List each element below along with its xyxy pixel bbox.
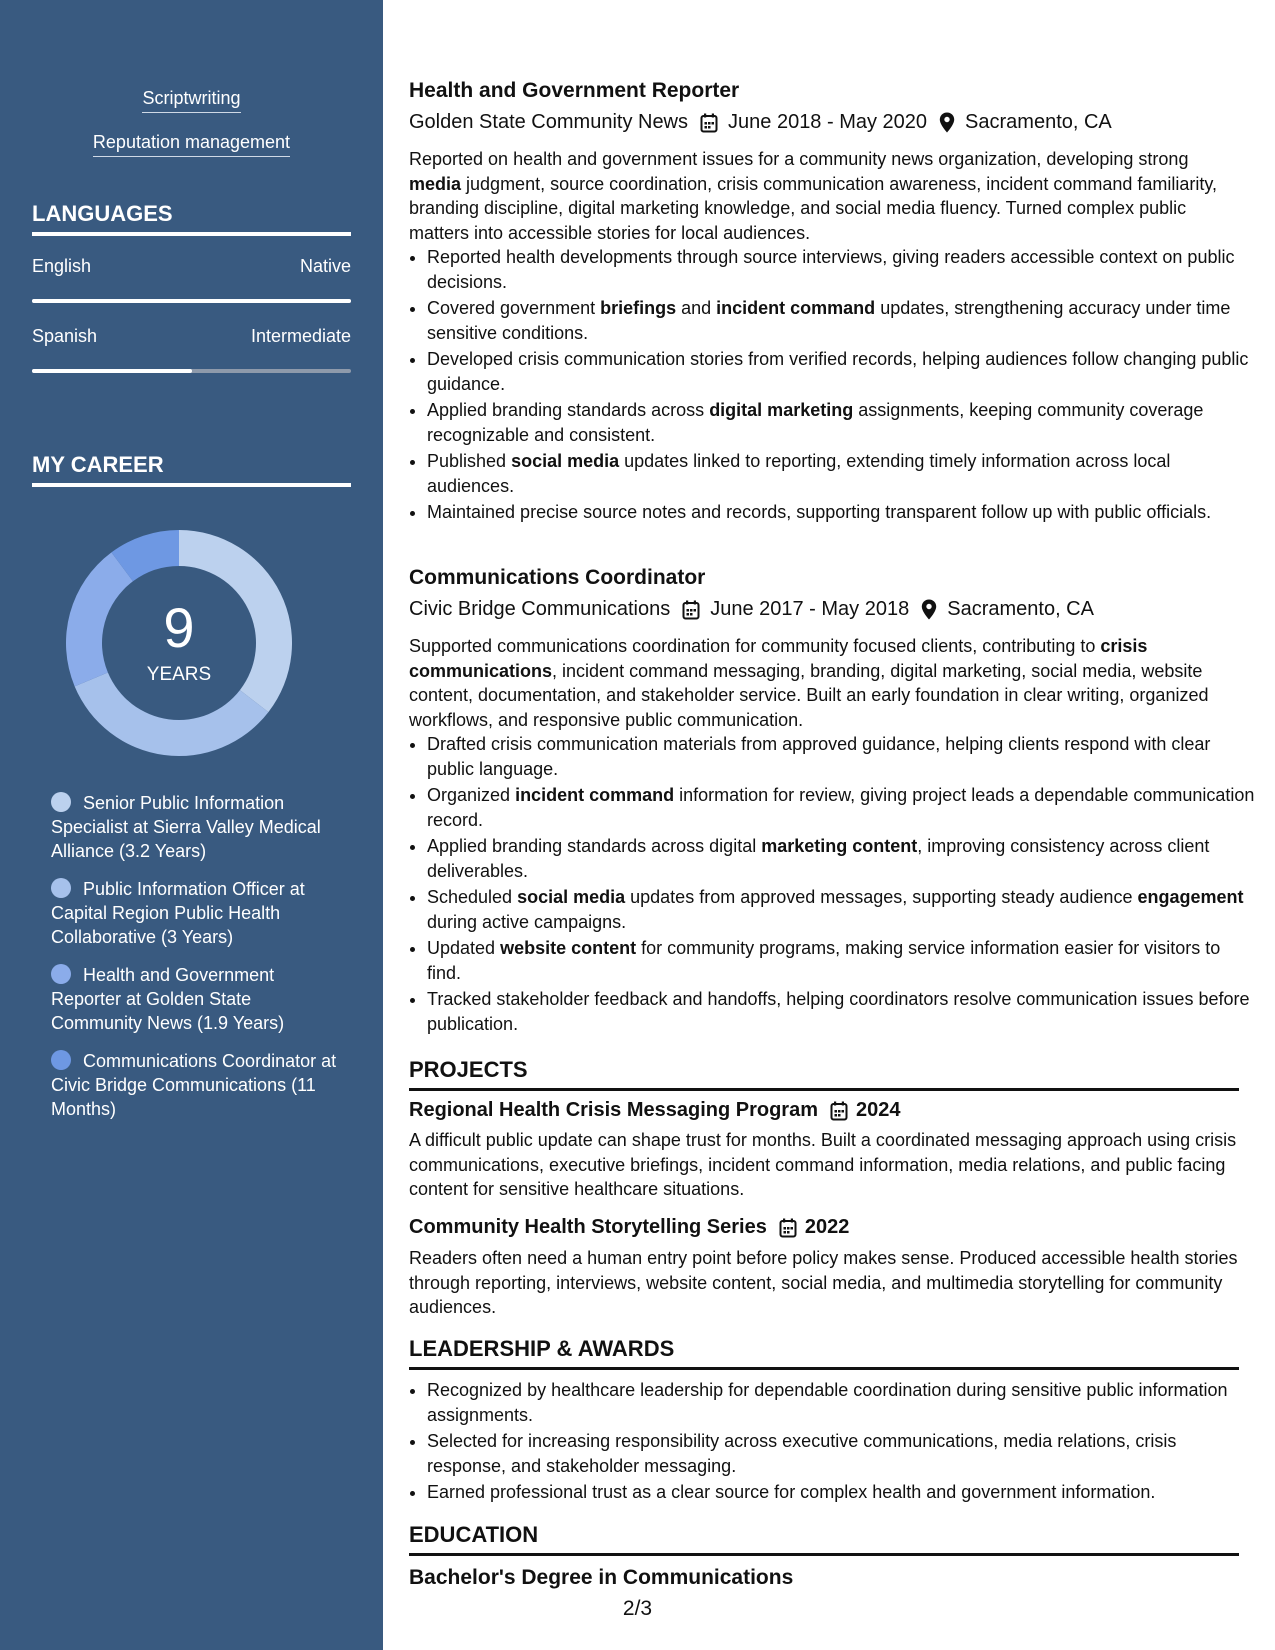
job-title: Health and Government Reporter xyxy=(409,79,740,102)
career-legend-item: Senior Public Information Specialist at Sierra Valley Medical Alliance (3.2 Years) xyxy=(51,793,321,861)
job-summary: Reported on health and government issues for a community news organization, developing strong media judgment, source coordination, crisis communication awareness, incident command familiarity, branding discipline, digital marketing knowledge, and social media fluency. Turned complex public matters into accessible stories for local audiences. xyxy=(409,149,1218,243)
legend-dot xyxy=(51,964,71,984)
legend-dot xyxy=(51,1050,71,1070)
legend-dot xyxy=(51,792,71,812)
language-row xyxy=(32,326,351,347)
project-title: Community Health Storytelling Series 2022 xyxy=(409,1216,850,1238)
career-legend-item: Public Information Officer at Capital Region Public Health Collaborative (3 Years) xyxy=(51,879,305,947)
job-location: Sacramento, CA xyxy=(947,598,1094,620)
bullet-item: • Recognized by healthcare leadership for dependable coordination during sensitive public information assignments. xyxy=(427,1378,1257,1427)
language-level: Native xyxy=(299,256,351,276)
bullet-item: • Maintained precise source notes and records, supporting transparent follow up with public officials. xyxy=(427,500,1257,525)
bullet-item: • Scheduled social media updates from approved messages, supporting steady audience engagement during active campaigns. xyxy=(427,885,1257,934)
language-proficiency-bar xyxy=(32,369,351,373)
project-description: A difficult public update can shape trust for months. Built a coordinated messaging approach using crisis communications, executive briefings, incident command information, media relations, and public facing content for sensitive healthcare situations. xyxy=(409,1130,1237,1199)
bullet-item: • Earned professional trust as a clear source for complex health and government information. xyxy=(427,1480,1257,1505)
bullet-item: • Applied branding standards across digital marketing content, improving consistency across client deliverables. xyxy=(427,834,1257,883)
project-year: 2024 xyxy=(856,1099,901,1121)
skill-item: Reputation management xyxy=(0,132,383,157)
bullet-item: • Tracked stakeholder feedback and handoffs, helping coordinators resolve communication issues before publication. xyxy=(427,987,1257,1036)
language-proficiency-fill xyxy=(32,299,351,303)
bullet-item: • Organized incident command information for review, giving project leads a dependable communication record. xyxy=(427,783,1257,832)
degree-title: Bachelor's Degree in Communications xyxy=(409,1566,794,1589)
bullet-item: • Developed crisis communication stories from verified records, helping audiences follow changing public guidance. xyxy=(427,347,1257,396)
calendar-icon xyxy=(682,600,700,620)
project-year: 2022 xyxy=(804,1216,850,1238)
legend-dot xyxy=(51,878,71,898)
job-location: Sacramento, CA xyxy=(965,111,1112,133)
location-pin-icon xyxy=(921,599,937,620)
languages-heading: LANGUAGES xyxy=(32,201,351,236)
bullet-item: • Reported health developments through source interviews, giving readers accessible context on public decisions. xyxy=(427,245,1257,294)
job-bullets xyxy=(409,732,1257,1038)
bullet-item: • Applied branding standards across digital marketing assignments, keeping community coverage recognizable and consistent. xyxy=(427,398,1257,447)
bullet-item: • Updated website content for community programs, making service information easier for visitors to find. xyxy=(427,936,1257,985)
calendar-icon xyxy=(830,1101,848,1121)
bullet-item: • Drafted crisis communication materials from approved guidance, helping clients respond with clear public language. xyxy=(427,732,1257,781)
job-meta xyxy=(409,111,1112,134)
company-name: Golden State Community News xyxy=(409,111,689,133)
career-legend-item: Health and Government Reporter at Golden State Community News (1.9 Years) xyxy=(51,965,285,1033)
job-title: Communications Coordinator xyxy=(409,566,706,589)
project-title: Regional Health Crisis Messaging Program 2024 xyxy=(409,1099,901,1121)
job-dates: June 2018 - May 2020 xyxy=(728,111,928,133)
company-name: Civic Bridge Communications xyxy=(409,598,671,620)
calendar-icon xyxy=(700,113,718,133)
career-total-number: 9 xyxy=(163,596,195,659)
bullet-item: • Published social media updates linked to reporting, extending timely information across local audiences. xyxy=(427,449,1257,498)
career-legend-item: Communications Coordinator at Civic Bridge Communications (11 Months) xyxy=(51,1051,337,1119)
language-name: Spanish xyxy=(32,326,98,346)
leadership-bullets xyxy=(409,1378,1257,1507)
bullet-item: • Selected for increasing responsibility across executive communications, media relations, crisis response, and stakeholder messaging. xyxy=(427,1429,1257,1478)
job-meta xyxy=(409,598,1094,621)
job-summary: Supported communications coordination for community focused clients, contributing to crisis communications, incident command messaging, branding, digital marketing, social media, website content, documentation, and stakeholder service. Built an early foundation in clear writing, organized workflows, and responsive public communication. xyxy=(409,636,1209,730)
language-proficiency-bar xyxy=(32,299,351,303)
skill-item: Scriptwriting xyxy=(0,88,383,113)
language-name: English xyxy=(32,256,92,276)
education-heading: EDUCATION xyxy=(409,1522,1239,1556)
language-row xyxy=(32,256,351,277)
projects-heading: PROJECTS xyxy=(409,1057,1239,1091)
job-dates: June 2017 - May 2018 xyxy=(710,598,910,620)
language-proficiency-fill xyxy=(32,369,192,373)
career-total-unit: YEARS xyxy=(146,664,212,685)
sidebar xyxy=(0,0,383,1650)
career-heading: MY CAREER xyxy=(32,452,351,487)
job-bullets xyxy=(409,245,1257,527)
project-description: Readers often need a human entry point before policy makes sense. Produced accessible health stories through reporting, interviews, website content, social media, and multimedia storytelling for community audiences. xyxy=(409,1248,1238,1317)
page-number: 2/3 xyxy=(622,1597,653,1620)
calendar-icon xyxy=(779,1218,797,1238)
leadership-heading: LEADERSHIP & AWARDS xyxy=(409,1336,1239,1370)
bullet-item: • Covered government briefings and incident command updates, strengthening accuracy under time sensitive conditions. xyxy=(427,296,1257,345)
language-level: Intermediate xyxy=(250,326,351,346)
location-pin-icon xyxy=(939,112,955,133)
